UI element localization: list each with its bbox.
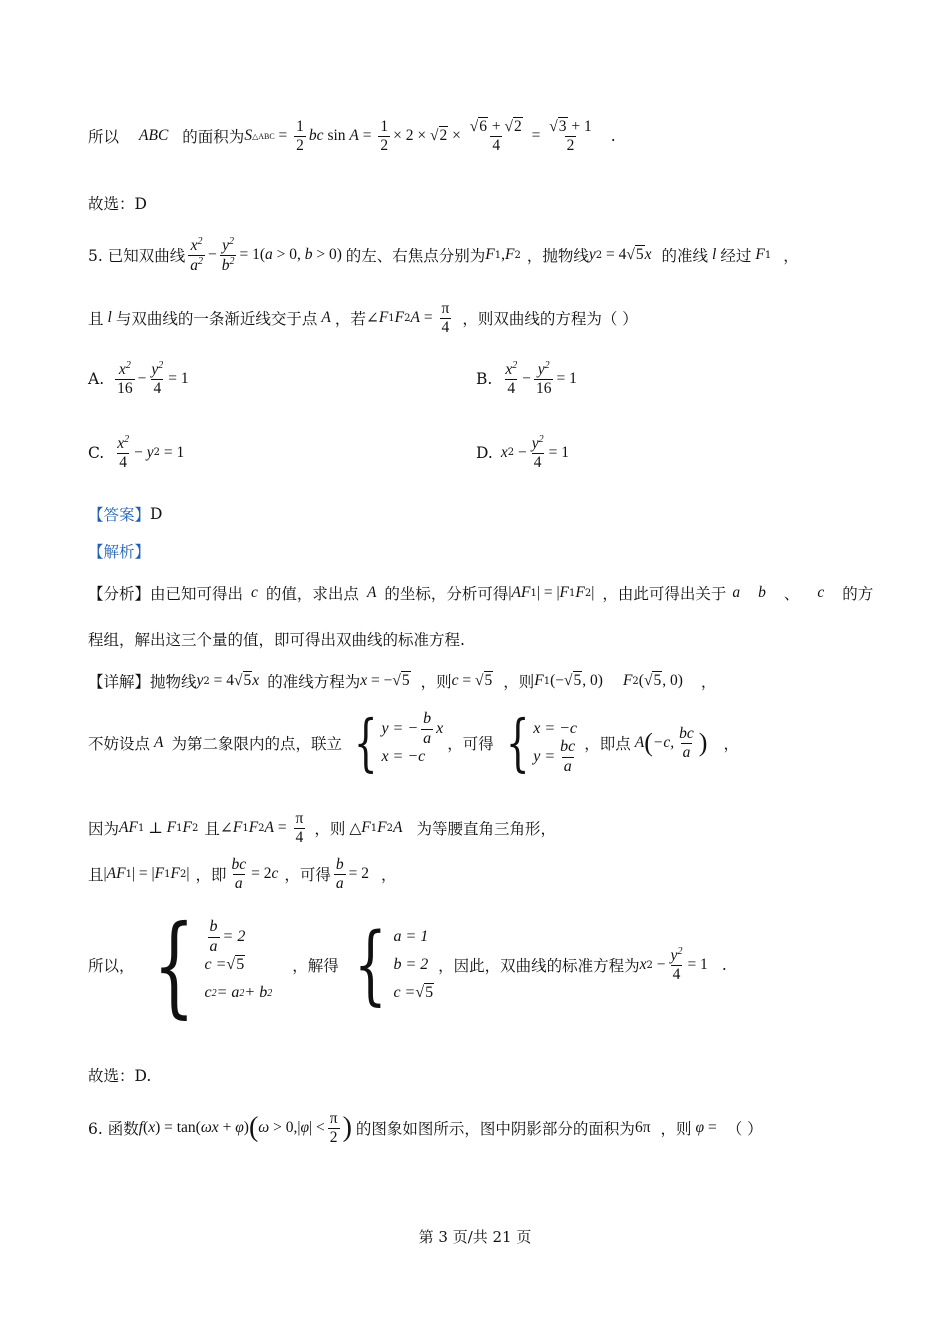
xiangjie-line5: 所以， { $\frac{b}{a}$ = 2 c = √5 c 2 = a 2 + b 2 ，解得 { a = 1 b = 2 c = √5 ，因此，双曲线的标准方程为 x 2 − $\frac{y^2}{4}$ = 1 . (88, 901, 727, 1029)
question-6-line: 6. 函数 f ( x ) = tan( ωx + φ ) ( ω > 0,| φ | < $\frac{\pi}{2}$ ) 的图象如图所示，图中阴影部分的面积为 6π ，则 φ = （ ） (88, 1110, 763, 1146)
analysis-row (88, 540, 150, 562)
text: ，则 (314, 820, 346, 839)
text: . (721, 956, 727, 974)
text: 6. 函数 (88, 1120, 139, 1139)
option-c[interactable]: C. $\frac{x^2}{4}$ − y 2 = 1 (88, 434, 185, 471)
text: ，因此，双曲线的标准方程为 (438, 957, 640, 975)
text: 的左、右焦点分别为 (345, 247, 486, 266)
text: 与双曲线的一条渐近线交于点 (115, 310, 318, 329)
answer-label: 【答案】 (88, 506, 151, 524)
area-line: 所以 ABC 的面积为 S △ABC = $\frac{1}{2}$ bc sin A = $\frac{1}{2}$ × 2 × √2 × $\frac{√6 + √2}{4}$ = $\frac{√3 + 1}{2}$ . (88, 118, 616, 154)
xiangjie-line2: 不妨设点 A 为第二象限内的点，联立 { y = − $\frac{b}{a}$ x x = −c ，可得 { x = −c y = $\frac{bc}{a}$ ，即点 A ( −c, $\frac{bc}{a}$ ) ， (88, 706, 739, 779)
text: ，则 (420, 673, 452, 691)
text: ， (723, 735, 739, 753)
answer-line: 故选：D (88, 195, 147, 213)
text: 经过 (720, 247, 752, 266)
xiangjie-line3: 因为 AF 1 ⊥ F 1 F 2 且 ∠ F 1 F 2 A = $\frac{\pi}{4}$ ，则 △ F 1 F 2 A 为等腰直角三角形， (88, 810, 556, 846)
answer-line-2: 故选：D. (88, 1067, 152, 1085)
xiangjie-line4: 且 | AF 1 | = | F 1 F 2 | ，即 $\frac{bc}{a}$ = 2 c ，可得 $\frac{b}{a}$ = 2 ， (88, 856, 397, 892)
text: 不妨设点 (88, 735, 151, 753)
text: ， (700, 673, 717, 691)
answer-value: D (150, 505, 163, 523)
question-5-line1: 5. 已知双曲线 $\frac{x^2}{a^2}$ − $\frac{y^2}{b^2}$ = 1( a > 0, b > 0) 的左、右焦点分别为 F 1 , F 2 ，抛物线 y 2 = 4√5 x 的准线 l 经过 F 1 ， (88, 236, 799, 275)
option-d[interactable]: D. x 2 − $\frac{y^2}{4}$ = 1 (476, 434, 569, 471)
answer-row (88, 503, 162, 525)
page-footer: 第 3 页/共 21 页 (418, 1228, 532, 1246)
text: ，则 (660, 1120, 692, 1139)
text: 由已知可得出 (150, 585, 244, 603)
text: ，可得 (447, 735, 494, 753)
option-label: A. (88, 369, 105, 388)
option-a[interactable]: A. $\frac{x^2}{16}$ − $\frac{y^2}{4}$ = 1 (88, 360, 189, 397)
text: ，则 (503, 673, 535, 691)
text: 的坐标，分析可得 (384, 585, 509, 603)
text: 所以， (88, 957, 135, 975)
fenxi-line1: 【分析】 由已知可得出 c 的值，求出点 A 的坐标，分析可得 | AF 1 | = | F 1 F 2 | ，由此可得出关于 a b 、 c 的方 (88, 584, 874, 603)
option-label: B. (476, 369, 493, 388)
text: ，则双曲线的方程为（ ） (462, 310, 638, 329)
text: ， (381, 866, 397, 885)
text: 的准线方程为 (267, 673, 361, 691)
text: 的面积为 (182, 128, 245, 147)
text: ，若 (334, 310, 366, 329)
text: 且 (204, 820, 220, 839)
xiangjie-line1: 【详解】 抛物线 y 2 = 4√5 x 的准线方程为 x = −√5 ，则 c = √5 ，则 F 1 (−√5, 0) F 2 (√5, 0) ， (88, 672, 717, 691)
text: 且 (88, 866, 104, 885)
text: ，可得 (284, 866, 331, 885)
question-5-line2: 且 l 与双曲线的一条渐近线交于点 A ，若 ∠ F 1 F 2 A = $\frac{\pi}{4}$ ，则双曲线的方程为（ ） (88, 300, 638, 336)
analysis-label: 【解析】 (88, 543, 151, 561)
fenxi-line2: 程组，解出这三个量的值，即可得出双曲线的标准方程. (88, 631, 465, 649)
text: 为等腰直角三角形， (416, 820, 556, 839)
text: ，即点 (584, 735, 631, 753)
text: ，抛物线 (526, 247, 589, 266)
text: 因为 (88, 820, 120, 839)
text: 的图象如图所示，图中阴影部分的面积为 (355, 1120, 635, 1139)
text: 的方 (842, 585, 874, 603)
text: 5. 已知双曲线 (88, 247, 186, 266)
text: 为第二象限内的点，联立 (171, 735, 342, 753)
text: ，即 (195, 866, 227, 885)
text: ，由此可得出关于 (602, 585, 727, 603)
option-label: D. (476, 443, 493, 462)
text: 所以 (88, 128, 120, 147)
text: 的值，求出点 (265, 585, 359, 603)
text: 且 (88, 310, 104, 329)
text: 抛物线 (150, 673, 197, 691)
text: 、 (783, 585, 800, 603)
xiangjie-label: 【详解】 (88, 673, 151, 691)
fenxi-label: 【分析】 (88, 585, 151, 603)
text: ，解得 (292, 957, 339, 975)
option-b[interactable]: B. $\frac{x^2}{4}$ − $\frac{y^2}{16}$ = 1 (476, 360, 577, 397)
text: （ ） (726, 1120, 763, 1139)
option-label: C. (88, 443, 105, 462)
text: 的准线 (661, 247, 709, 266)
